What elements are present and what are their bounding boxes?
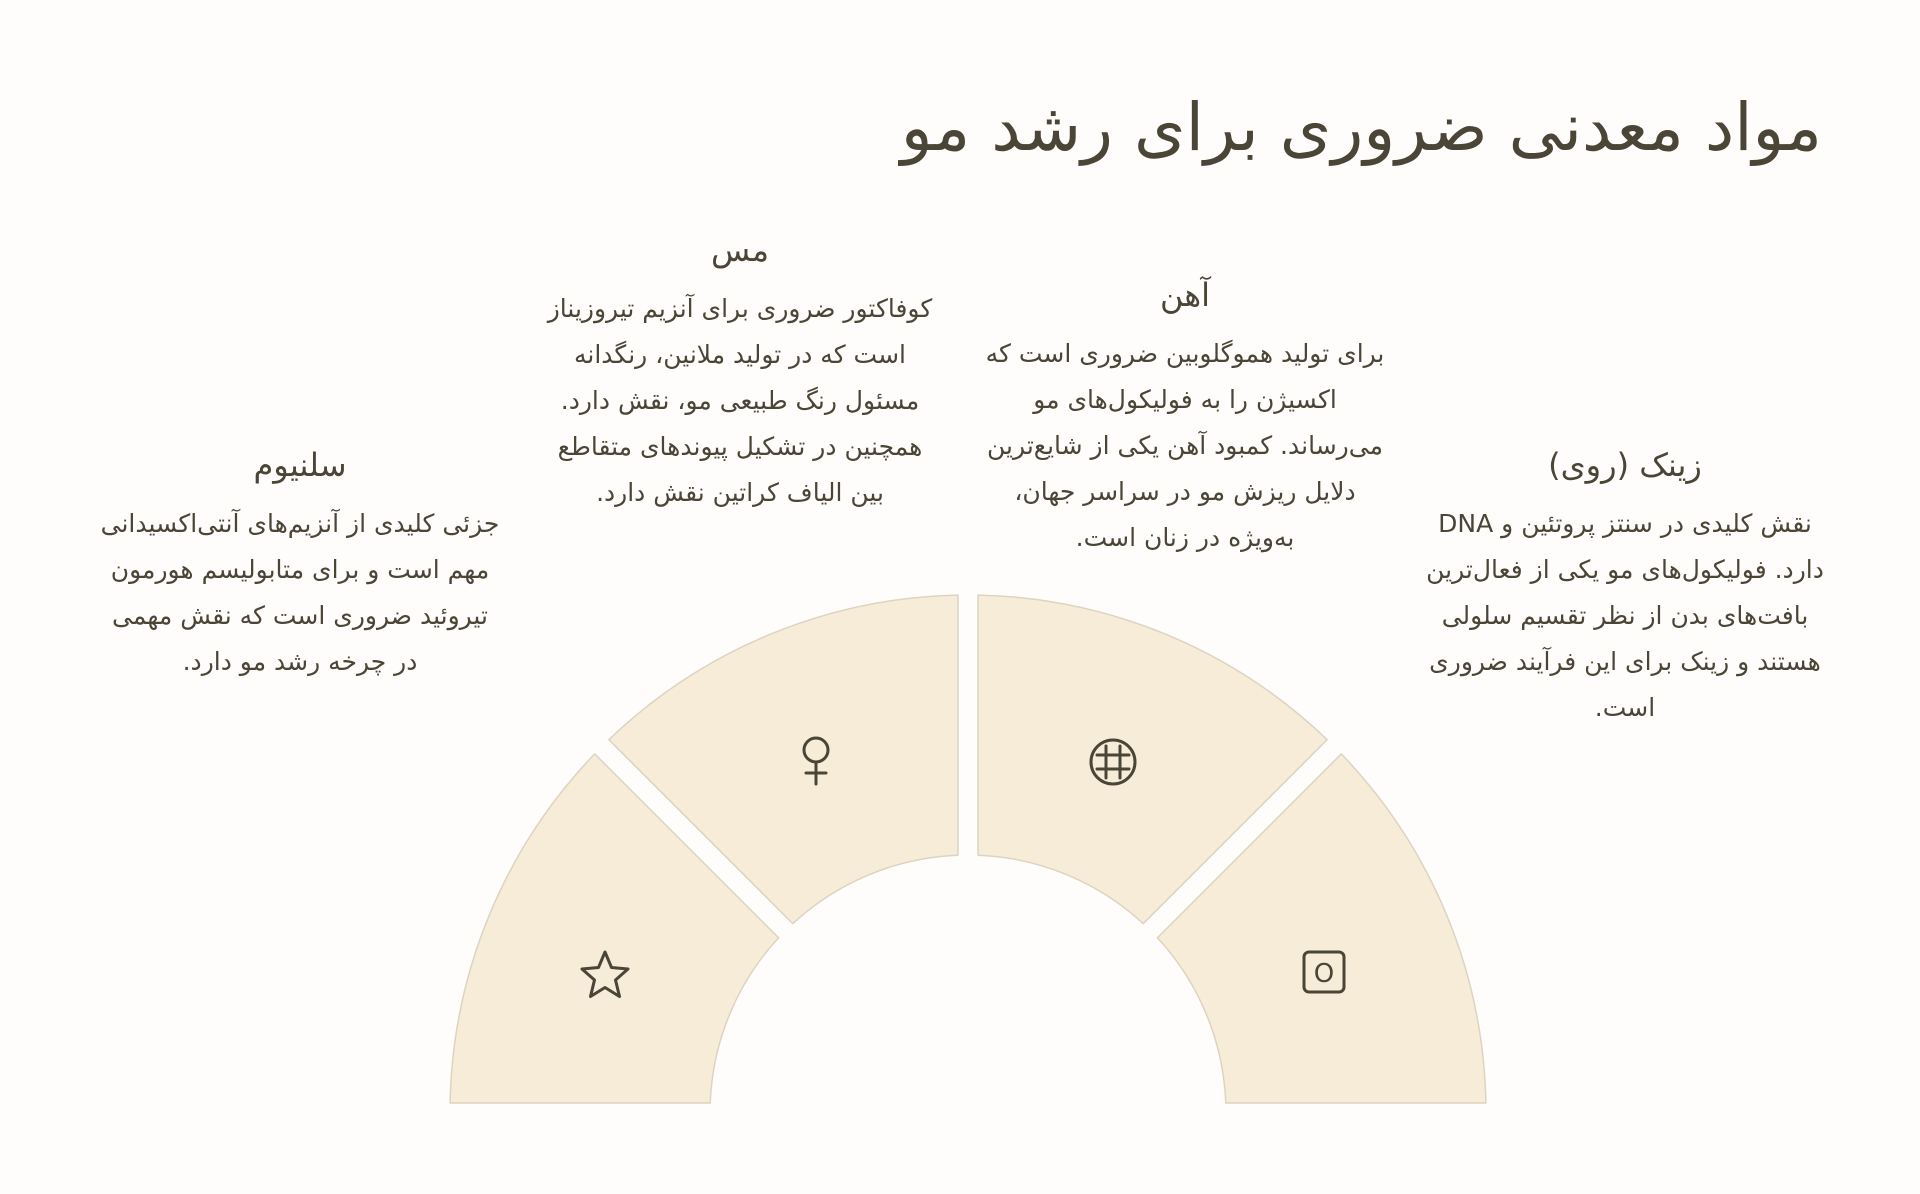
page-title: مواد معدنی ضروری برای رشد مو — [900, 89, 1822, 166]
item-copper-title: مس — [711, 231, 769, 269]
item-zinc-text: نقش کلیدی در سنتز پروتئین و DNA دارد. فولیکول‌های مو یکی از فعال‌ترین بافت‌های بدن از نظر تقسیم سلولی هستند و زینک برای این فرآیند ضروری است. — [1426, 508, 1824, 722]
item-selenium-text: جزئی کلیدی از آنزیم‌های آنتی‌اکسیدانی مهم است و برای متابولیسم هورمون تیروئید ضروری است که نقش مهمی در چرخه رشد مو دارد. — [100, 508, 500, 676]
item-copper-text: کوفاکتور ضروری برای آنزیم تیروزیناز است که در تولید ملانین، رنگدانه مسئول رنگ طبیعی مو، نقش دارد. همچنین در تشکیل پیوندهای متقاطع بین الیاف کراتین نقش دارد. — [547, 293, 933, 507]
square-o-icon-glyph: O — [1313, 959, 1335, 989]
item-iron-text: برای تولید هموگلوبین ضروری است که اکسیژن را به فولیکول‌های مو می‌رساند. کمبود آهن یکی از شایع‌ترین دلایل ریزش مو در سراسر جهان، به‌ویژه در زنان است. — [985, 338, 1385, 552]
item-selenium-title: سلنیوم — [253, 446, 347, 484]
item-zinc-title: زینک (روی) — [1548, 446, 1702, 484]
item-iron-title: آهن — [1159, 276, 1211, 314]
